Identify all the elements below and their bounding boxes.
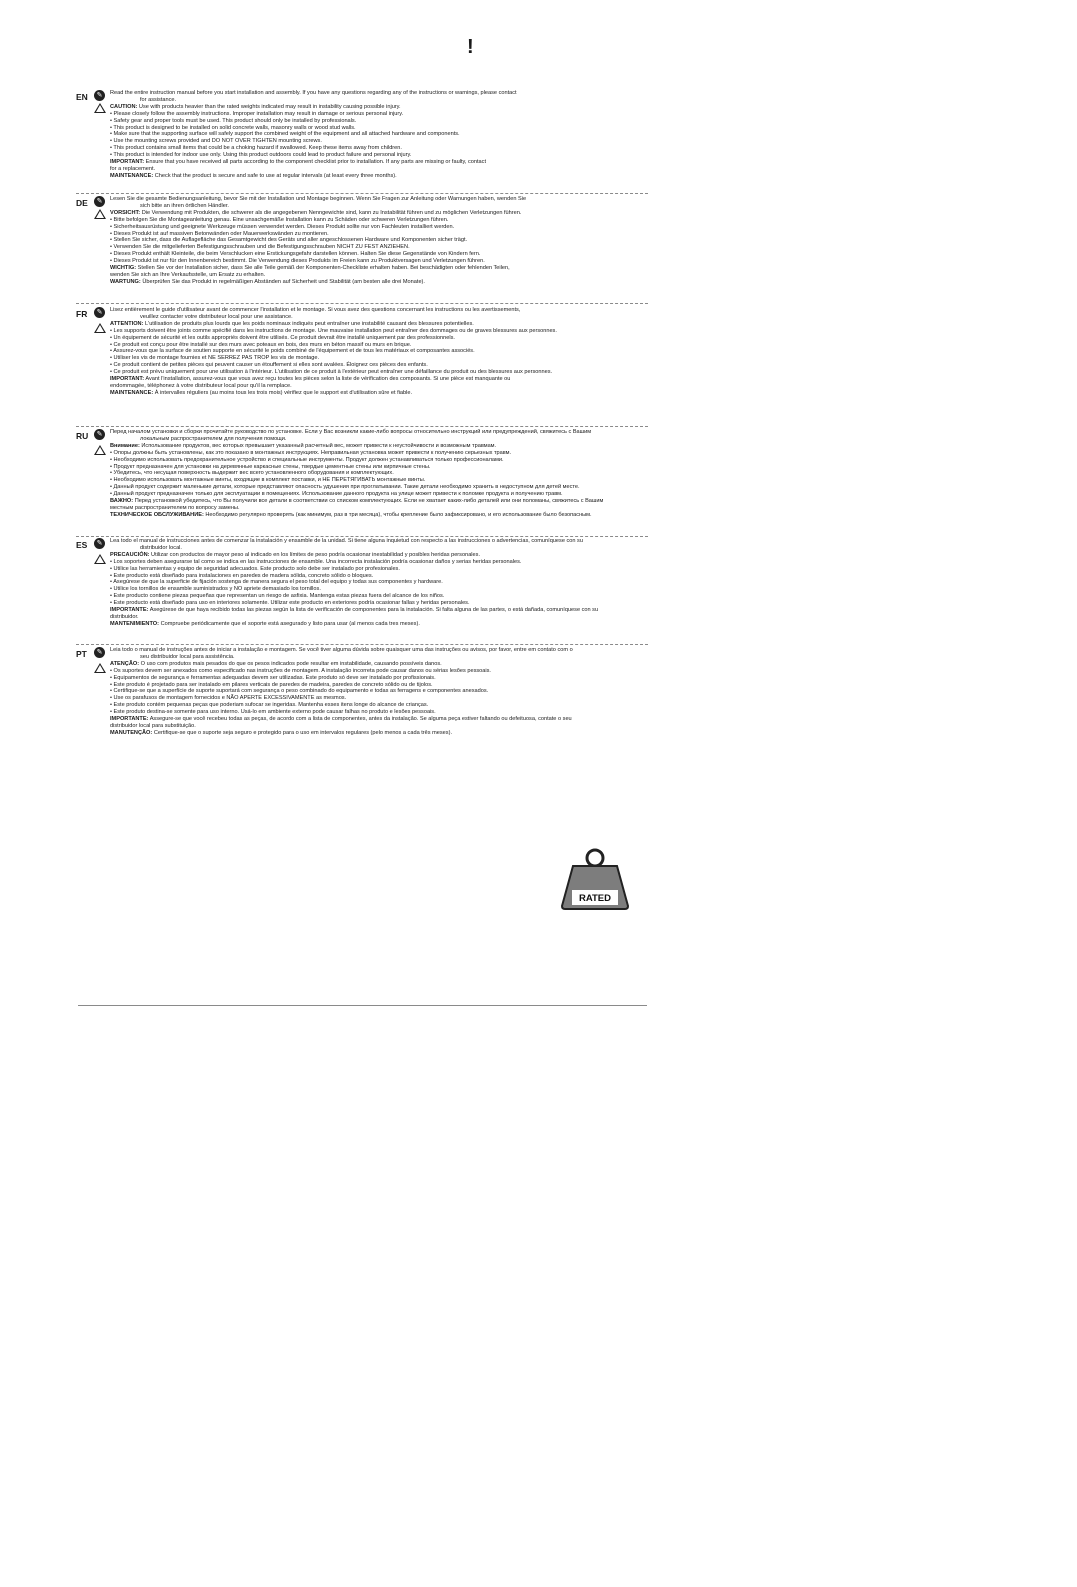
intro-line: sich bitte an ihren örtlichen Händler. <box>140 202 229 209</box>
caution-icon <box>94 445 106 455</box>
bullet-item: • Убедитесь, что несущая поверхность выдержит вес всего установленного оборудования и комплектующих. <box>110 470 394 477</box>
bullet-item: • Ce produit contient de petites pièces qui peuvent causer un étouffement si elles sont avalées. Éloignez ces pièces des enfants. <box>110 362 428 369</box>
important-text: Asegúrese de que haya recibido todas las piezas según la lista de verificación de componentes para la instalación. Si falta alguna de las partes, o está dañada, comuníquese con su <box>149 607 599 614</box>
maintenance-text: À intervalles réguliers (au moins tous les trois mois) vérifiez que le support est d'utilisation sûre et fiable. <box>154 389 413 396</box>
read-manual-icon: ✎ <box>94 647 105 658</box>
bullet-item: • Equipamentos de segurança e ferramentas adequadas devem ser utilizadas. Este produto só deve ser instalado por profissionais. <box>110 674 436 681</box>
bullet-item: • Os suportes devem ser anexados como especificado nas instruções de montagem. A instalação incorreta pode causar danos ou sérias lesões pessoais. <box>110 667 491 674</box>
maintenance-label: MANTENIMIENTO: <box>110 620 159 627</box>
read-manual-icon: ✎ <box>94 90 105 101</box>
language-code: FR <box>76 309 88 319</box>
rated-weight-badge <box>559 846 631 910</box>
bullet-item: • Please closely follow the assembly instructions. Improper installation may result in damage or serious personal injury. <box>110 110 404 117</box>
intro-line: Lisez entièrement le guide d'utilisateur avant de commencer l'installation et le montage. Si vous avez des questions concernant les instructions ou les avertissements, <box>110 307 521 313</box>
maintenance-label: ТЕХНИЧЕСКОЕ ОБСЛУЖИВАНИЕ: <box>110 511 204 518</box>
important-label: IMPORTANTE: <box>110 716 149 723</box>
intro-line: seu distribuidor local para assistência. <box>140 653 235 660</box>
intro-line: Lesen Sie die gesamte Bedienungsanleitung, bevor Sie mit der Installation und Montage beginnen. Wenn Sie Fragen zur Anleitung oder Warnungen haben, wenden Sie <box>110 196 527 202</box>
caution-icon <box>94 103 106 113</box>
bullet-item: • Los soportes deben asegurarse tal como se indica en las instrucciones de ensamble. Una incorrecta instalación podría ocasionar daños y serias heridas personales. <box>110 558 522 565</box>
bullet-item: • Safety gear and proper tools must be used. This product should only be installed by professionals. <box>110 117 357 124</box>
language-section-ru <box>76 429 648 537</box>
maintenance-text: Überprüfen Sie das Produkt in regelmäßigen Abständen auf Sicherheit und Stabilität (am besten alle drei Monate). <box>142 278 425 285</box>
important-label: IMPORTANTE: <box>110 607 149 614</box>
bullet-item: • Sicherheitsausrüstung und geeignete Werkzeuge müssen verwendet werden. Dieses Produkt sollte nur von Fachleuten installiert werden. <box>110 223 455 230</box>
language-section-de <box>76 196 648 304</box>
section-body <box>110 538 648 628</box>
important-text-cont: endommagée, téléphonez à votre distributeur local pour qu'il la remplace. <box>110 382 292 389</box>
important-label: IMPORTANT: <box>110 159 145 166</box>
caution-label: VORSICHT: <box>110 209 141 216</box>
important-text: Перед установкой убедитесь, что Вы получили все детали в соответствии со списком комплектующих. Если не хватает каких-либо деталей или они поломаны, свяжитесь с Вашим <box>134 498 604 505</box>
intro-line: for assistance. <box>140 96 177 103</box>
bullet-item: • Данный продукт предназначен только для эксплуатации в помещениях. Использование данного продукта на улице может привести к поломке продукта и получению травм. <box>110 491 563 498</box>
important-label: WICHTIG: <box>110 265 137 272</box>
bullet-item: • Assurez-vous que la surface de soutien supporte en sécurité le poids combiné de l'équipement et de tous les matériaux et composantes associés. <box>110 348 475 355</box>
bullet-item: • Este producto está diseñado para uso en interiores solamente. Utilizar este producto en exteriores podría ocasionar fallas y heridas personales. <box>110 600 470 607</box>
bullet-item: • Este produto é projetado para ser instalado em pilares verticais de paredes de madeira, paredes de concreto sólido ou de tijolos. <box>110 681 433 688</box>
important-text-cont: местным распространителем по вопросу замены. <box>110 504 240 511</box>
bullet-item: • Необходимо использовать монтажные винты, входящие в комплект поставки, и НЕ ПЕРЕТЯГИВАТЬ монтажные винты. <box>110 477 426 484</box>
bullet-item: • Dieses Produkt ist auf massiven Betonwänden oder Mauerwerkswänden zu montieren. <box>110 230 329 237</box>
important-text: Assegure-se que você recebeu todas as peças, de acordo com a lista de componentes, antes da instalação. Se alguma peça estiver faltando ou defeituosa, contate o seu <box>149 716 572 723</box>
intro-line: Lea todo el manual de instrucciones antes de comenzar la instalación y ensamble de la unidad. Si tiene alguna inquietud con respecto a las instrucciones o advertencias, comuníquese con su <box>110 538 583 544</box>
maintenance-text: Certifique-se que o suporte seja seguro e protegido para o uso em intervalos regulares (pelo menos a cada três meses). <box>153 729 453 736</box>
caution-text: Использование продуктов, вес которых превышает указанный расчетный вес, может привести к неустойчивости и возможным травмам. <box>141 442 497 449</box>
bullet-item: • Este produto destina-se somente para uso interno. Usá-lo em ambiente externo pode causar falhas no produto e lesões pessoais. <box>110 709 436 716</box>
maintenance-label: MANUTENÇÃO: <box>110 729 153 736</box>
bullet-item: • Este produto contém pequenas peças que poderiam sufocar se ingeridas. Mantenha esses itens longe do alcance de crianças. <box>110 702 429 709</box>
bullet-item: • Este producto contiene piezas pequeñas que representan un riesgo de asfixia. Mantenga estas piezas fuera del alcance de los niños. <box>110 593 445 600</box>
section-body <box>110 90 648 180</box>
language-section-pt <box>76 647 648 753</box>
maintenance-text: Compruebe periódicamente que el soporte está asegurado y listo para usar (al menos cada tres meses). <box>160 620 420 627</box>
bullet-item: • This product is intended for indoor use only. Using this product outdoors could lead to product failure and personal injury. <box>110 152 412 159</box>
bullet-item: • Stellen Sie sicher, dass die Auflagefläche das Gesamtgewicht des Geräts und aller angeschlossenen Hardware und Komponenten sicher trägt. <box>110 237 468 244</box>
language-section-es <box>76 538 648 645</box>
caution-label: ATENÇÃO: <box>110 660 140 667</box>
bullet-item: • Verwenden Sie die mitgelieferten Befestigungsschrauben und die Befestigungsschrauben NICHT ZU FEST ANZIEHEN. <box>110 244 410 251</box>
bullet-item: • Utilice las herramientas y equipo de seguridad adecuados. Este producto solo debe ser instalado por profesionales. <box>110 565 400 572</box>
bullet-item: • Este producto está diseñado para instalaciones en paredes de madera sólida, concreto sólido o bloques. <box>110 572 374 579</box>
section-body <box>110 647 648 737</box>
caution-label: PRECAUCIÓN: <box>110 551 150 558</box>
maintenance-label: WARTUNG: <box>110 278 141 285</box>
bullet-item: • This product is designed to be installed on solid concrete walls, masonry walls or wood stud walls. <box>110 124 356 131</box>
bullet-item: • Certifique-se que a superfície de suporte suportará com segurança o peso combinado do equipamento e todas as ferragens e componentes anexados. <box>110 688 489 695</box>
read-manual-icon: ✎ <box>94 429 105 440</box>
bullet-item: • Bitte befolgen Sie die Montageanleitung genau. Eine unsachgemäße Installation kann zu Schäden oder schweren Verletzungen führen. <box>110 216 449 223</box>
important-label: IMPORTANT: <box>110 376 145 383</box>
bullet-item: • Продукт предназначен для установки на деревянные каркасные стены, твердые цементные стены или кирпичные стены. <box>110 463 431 470</box>
intro-line: distribuidor local. <box>140 544 182 551</box>
important-text-cont: wenden Sie sich an Ihre Verkaufsstelle, um Ersatz zu erhalten. <box>110 271 266 278</box>
language-code: PT <box>76 649 87 659</box>
important-label: ВАЖНО: <box>110 498 134 505</box>
language-code: DE <box>76 198 88 208</box>
important-text-cont: distribuidor local para substituição. <box>110 722 196 729</box>
intro-line: Read the entire instruction manual before you start installation and assembly. If you have any questions regarding any of the instructions or warnings, please contact <box>110 90 517 96</box>
bullet-item: • Опоры должны быть установлены, как это показано в монтажных инструкциях. Неправильная установка может привести к получению серьезных травм. <box>110 449 512 456</box>
page-divider <box>78 1005 647 1006</box>
caution-text: Utilizar con productos de mayor peso al indicado en los límites de peso podría ocasionar inestabilidad y posibles heridas personales. <box>151 551 481 558</box>
bullet-item: • Asegúrese de que la superficie de fijación sostenga de manera segura el peso total del equipo y todas sus componentes y hardware. <box>110 579 443 586</box>
bullet-item: • Les supports doivent être joints comme spécifié dans les instructions de montage. Une mauvaise installation peut entraîner des dommages ou de graves blessures aux personnes. <box>110 327 557 334</box>
caution-label: CAUTION: <box>110 103 138 110</box>
read-manual-icon: ✎ <box>94 538 105 549</box>
important-text: Stellen Sie vor der Installation sicher, dass Sie alle Teile gemäß der Komponenten-Checkliste erhalten haben. Bei beschädigten oder fehlenden Teilen, <box>137 265 510 272</box>
bullet-item: • Ce produit est prévu uniquement pour une utilisation à l'intérieur. L'utilisation de ce produit à l'extérieur peut entraîner une défaillance du produit ou des blessures aux personnes. <box>110 369 553 376</box>
bullet-item: • Ce produit est conçu pour être installé sur des murs avec poteaux en bois, des murs en béton massif ou murs en brique. <box>110 341 412 348</box>
bullet-item: • Un équipement de sécurité et les outils appropriés doivent être utilisés. Ce produit devrait être installé uniquement par des professionnels. <box>110 334 455 341</box>
warning-mark: ! <box>467 36 474 58</box>
bullet-item: • Необходимо использовать предохранительное устройство и специальные инструменты. Продукт должен устанавливаться только профессионалами. <box>110 456 504 463</box>
bullet-item: • Make sure that the supporting surface will safely support the combined weight of the equipment and all attached hardware and components. <box>110 131 460 138</box>
caution-text: O uso com produtos mais pesados do que os pesos indicados pode resultar em instabilidade, causando possíveis danos. <box>140 660 442 667</box>
read-manual-icon: ✎ <box>94 307 105 318</box>
language-code: ES <box>76 540 88 550</box>
important-text-cont: distribuidor. <box>110 613 139 620</box>
maintenance-text: Необходимо регулярно проверять (как минимум, раз в три месяца), чтобы крепление было зафиксировано, и его использование было безопасным. <box>205 511 592 518</box>
section-body <box>110 307 648 397</box>
intro-line: Перед началом установки и сборки прочитайте руководство по установке. Если у Вас возникли какие-либо вопросы относительно инструкций или предупреждений, свяжитесь с Вашим <box>110 429 592 435</box>
important-text-cont: for a replacement. <box>110 165 156 172</box>
section-body <box>110 196 648 286</box>
bullet-item: • Use the mounting screws provided and DO NOT OVER TIGHTEN mounting screws. <box>110 138 322 145</box>
bullet-item: • Dieses Produkt ist nur für den Innenbereich bestimmt. Die Verwendung dieses Produkts im Freien kann zu Produktversagen und Verletzungen führen. <box>110 258 485 265</box>
caution-icon <box>94 323 106 333</box>
intro-line: veuillez contacter votre distributeur local pour une assistance. <box>140 313 293 320</box>
caution-text: Use with products heavier than the rated weights indicated may result in instability causing possible injury. <box>138 103 401 110</box>
bullet-item: • Данный продукт содержит маленькие детали, которые представляют опасность удушения при проглатывании. Такие детали необходимо хранить в недоступном для детей месте. <box>110 484 580 491</box>
caution-label: Внимание: <box>110 442 140 449</box>
section-body <box>110 429 648 519</box>
caution-text: Die Verwendung mit Produkten, die schwerer als die angegebenen Nenngewichte sind, kann zu Instabilität führen und zu möglichen Verletzungen führen. <box>141 209 522 216</box>
caution-label: ATTENTION: <box>110 320 144 327</box>
language-code: RU <box>76 431 89 441</box>
rated-label: RATED <box>578 893 612 904</box>
caution-icon <box>94 663 106 673</box>
caution-text: L'utilisation de produits plus lourds que les poids nominaux indiqués peut entraîner une instabilité causant des blessures potentielles. <box>145 320 474 327</box>
caution-icon <box>94 554 106 564</box>
bullet-item: • This product contains small items that could be a choking hazard if swallowed. Keep these items away from children. <box>110 145 402 152</box>
important-text: Ensure that you have received all parts according to the component checklist prior to installation. If any parts are missing or faulty, contact <box>145 159 486 166</box>
intro-line: Leia todo o manual de instruções antes de iniciar a instalação e montagem. Se você tiver alguma dúvida sobre quaisquer uma das instruções ou avisos, por favor, entre em contato com o <box>110 647 573 653</box>
bullet-item: • Utilice los tornillos de ensamble suministrados y NO apriete demasiado los tornillos. <box>110 586 321 593</box>
read-manual-icon: ✎ <box>94 196 105 207</box>
bullet-item: • Utiliser les vis de montage fournies et NE SERREZ PAS TROP les vis de montage. <box>110 355 320 362</box>
bullet-item: • Use os parafusos de montagem fornecidos e NÃO APERTE EXCESSIVAMENTE as mesmos. <box>110 695 347 702</box>
caution-icon <box>94 209 106 219</box>
maintenance-text: Check that the product is secure and safe to use at regular intervals (at least every three months). <box>154 172 397 179</box>
intro-line: локальным распространителем для получения помощи. <box>140 435 287 442</box>
bullet-item: • Dieses Produkt enthält Kleinteile, die beim Verschlucken eine Erstickungsgefahr darstellen können. Halten Sie diese Gegenstände von Kindern fern. <box>110 251 481 258</box>
language-section-en <box>76 90 648 194</box>
maintenance-label: MAINTENANCE: <box>110 172 154 179</box>
language-code: EN <box>76 92 88 102</box>
language-section-fr <box>76 307 648 427</box>
important-text: Avant l'installation, assurez-vous que vous avez reçu toutes les pièces selon la liste de vérification des composants. Si une pièce est manquante ou <box>145 376 511 383</box>
maintenance-label: MAINTENANCE: <box>110 389 154 396</box>
